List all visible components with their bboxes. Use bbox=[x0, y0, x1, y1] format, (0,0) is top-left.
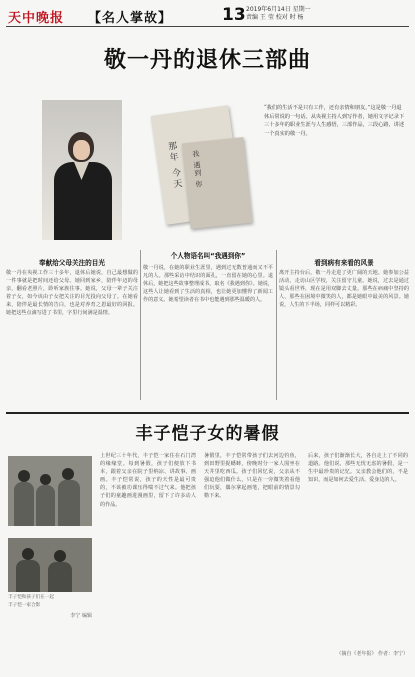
editor-line: 责编 王 莹 校对 时 杨 bbox=[246, 14, 304, 21]
column-3-text: 离开主持台后，敬一丹走进了更广阔的天地。她参加公益活动，走访山区学校，关注留守儿童。她说，过去是通过镜头看世界，现在是用双脚去丈量。那些在病痛中坚持的人，那些在困境中微笑的人，都是她眼中最美的风景。她说，人生的下半场，同样可以精彩。 bbox=[279, 270, 409, 309]
photo-caption: 丰子恺和孩子们在一起 bbox=[8, 595, 54, 600]
family-photo bbox=[8, 456, 92, 526]
column-2-title: 个人物语名叫“我遇到你” bbox=[170, 252, 246, 260]
book-title-2: 我 遇到 你 bbox=[191, 149, 204, 189]
column-3-title: 看到病有来看的风景 bbox=[314, 259, 374, 267]
feature-paragraph-3: 后来，孩子们渐渐长大，各自走上了不同的道路。他们说，那些无忧无虑的暑假，是一生中最珍贵的记忆。父亲教会他们的，不是知识，而是如何去爱生活、爱身边的人。 bbox=[308, 453, 408, 484]
column-divider bbox=[140, 250, 141, 400]
feature-paragraph-2: 暑假里，丰子恺常带孩子们去河边钓鱼，到田野里捉蟋蟀，傍晚时分一家人围坐在天井里吃西瓜。孩子们回忆说，父亲从不强迫他们做什么，只是在一旁微笑着看他们玩耍，偶尔拿起画笔，把眼前的情景勾勒下来。 bbox=[204, 453, 300, 500]
masthead: 天中晚报 bbox=[8, 11, 65, 26]
feature-headline: 丰子恺子女的暑假 bbox=[135, 424, 280, 444]
header-rule bbox=[6, 26, 409, 27]
source-footer: （摘自《老年报》 作者：李宁） bbox=[336, 651, 408, 657]
book-cover-photo-2 bbox=[182, 137, 253, 229]
section-label: 【名人掌故】 bbox=[88, 11, 173, 26]
column-2-text: 敬一丹说，在她的职业生涯里，遇到过无数普通而又不平凡的人。那些采访中结识的面孔，一直留在她的心里。退休后，她把这些故事整理成书，取名《我遇到你》。她说，这些人让她看到了生活的真相，也让她更加懂得了新闻工作的意义。她希望读者在书中也能遇到那些温暖的人。 bbox=[143, 265, 273, 304]
intro-paragraph: “我们的生活不是只有工作，还有亲情和朋友。”这是敬一丹退休后常说的一句话。从央视主持人到写作者，她用文字记录下三十多年的职业生涯与人生感悟，三部作品，三段心路，讲述一个真实的敬一丹。 bbox=[264, 105, 405, 137]
date-info bbox=[246, 6, 311, 22]
book-title: 那年 今天 bbox=[165, 140, 183, 191]
group-photo bbox=[8, 538, 92, 592]
column-1-title: 奉献给父母关注的目光 bbox=[39, 259, 105, 267]
photo-caption: 丰子恺一家合影 bbox=[8, 603, 41, 608]
section-rule bbox=[6, 412, 409, 414]
page-number: 13 bbox=[222, 5, 246, 25]
date-line: 2019年6月14日 星期一 bbox=[246, 6, 311, 13]
column-divider bbox=[276, 250, 277, 400]
main-headline: 敬一丹的退休三部曲 bbox=[103, 48, 311, 73]
author-credit: 李宁 编辑 bbox=[70, 613, 92, 619]
column-1-text: 敬一丹在央视工作三十多年，退休后她说，自己最想做的一件事就是把时间还给父母。她回到家乡，陪伴年迈的母亲，翻看老照片，聆听家族往事。她说，父母一辈子关注着子女，如今该由子女把关注的目光投向父母了。在她看来，陪伴是最长情的告白，也是对养育之恩最好的回报。她把这些点滴写进了书里，字里行间满是温情。 bbox=[6, 270, 138, 317]
portrait-photo bbox=[42, 100, 122, 240]
feature-paragraph-1: 上世纪三十年代，丰子恺一家住在石门湾的缘缘堂。每到暑假，孩子们便放下书本，跟着父亲在院子里纳凉、讲故事、画画。丰子恺常说，孩子的天性是最可贵的，不该被功课压得喘不过气来。他把孩子们的童趣画进漫画里，留下了许多动人的作品。 bbox=[100, 453, 196, 508]
